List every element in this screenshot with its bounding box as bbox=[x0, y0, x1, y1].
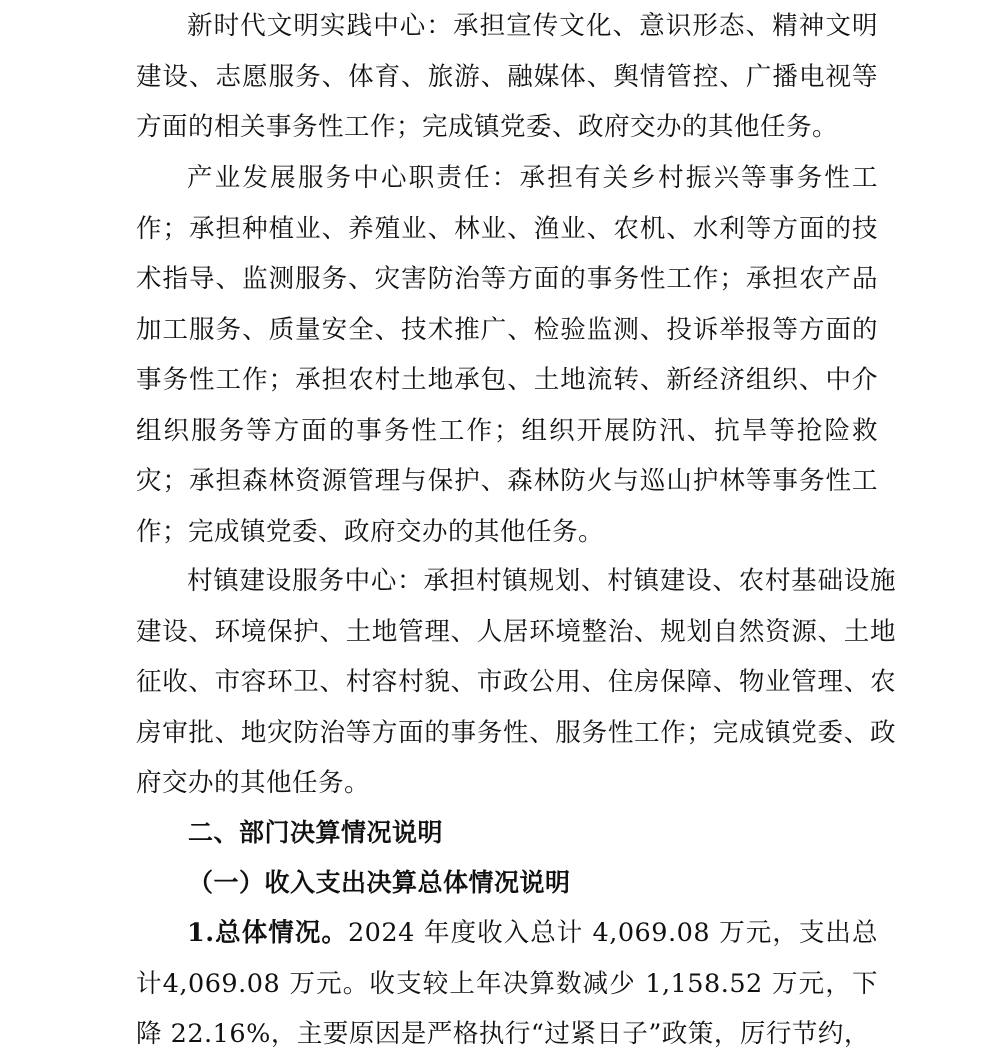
section-heading: 二、部门决算情况说明 bbox=[188, 818, 444, 847]
paragraph-village-center: 村镇建设服务中心：承担村镇规划、村镇建设、农村基础设施建设、环境保护、土地管理、人居环境整治、规划自然资源、土地征收、市容环卫、村容村貌、市政公用、住房保障、物业管理、农房审批、地灾防治等方面的事务性、服务性工作；完成镇党委、政府交办的其他任务。 bbox=[136, 566, 896, 798]
paragraph-civilization-center: 新时代文明实践中心：承担宣传文化、意识形态、精神文明建设、志愿服务、体育、旅游、融媒体、舆情管控、广播电视等方面的相关事务性工作；完成镇党委、政府交办的其他任务。 bbox=[136, 11, 878, 142]
overview-lead: 1.总体情况。 bbox=[187, 918, 348, 948]
overview-text: 2024 年度收入总计 4,069.08 万元，支出总计4,069.08 万元。收支较上年决算数减少 1,158.52 万元，下降 22.16%，主要原因是严格执行“过紧日子”政策，厉行节约， bbox=[136, 918, 878, 1049]
paragraph-industry-center: 产业发展服务中心职责任：承担有关乡村振兴等事务性工作；承担种植业、养殖业、林业、渔业、农机、水利等方面的技术指导、监测服务、灾害防治等方面的事务性工作；承担农产品加工服务、质量安全、技术推广、检验监测、投诉举报等方面的事务性工作；承担农村土地承包、土地流转、新经济组织、中介组织服务等方面的事务性工作；组织开展防汛、抗旱等抢险救灾；承担森林资源管理与保护、森林防火与巡山护林等事务性工作；完成镇党委、政府交办的其他任务。 bbox=[136, 163, 878, 547]
paragraph-overview bbox=[136, 908, 878, 1060]
subsection-heading: （一）收入支出决算总体情况说明 bbox=[188, 868, 571, 897]
